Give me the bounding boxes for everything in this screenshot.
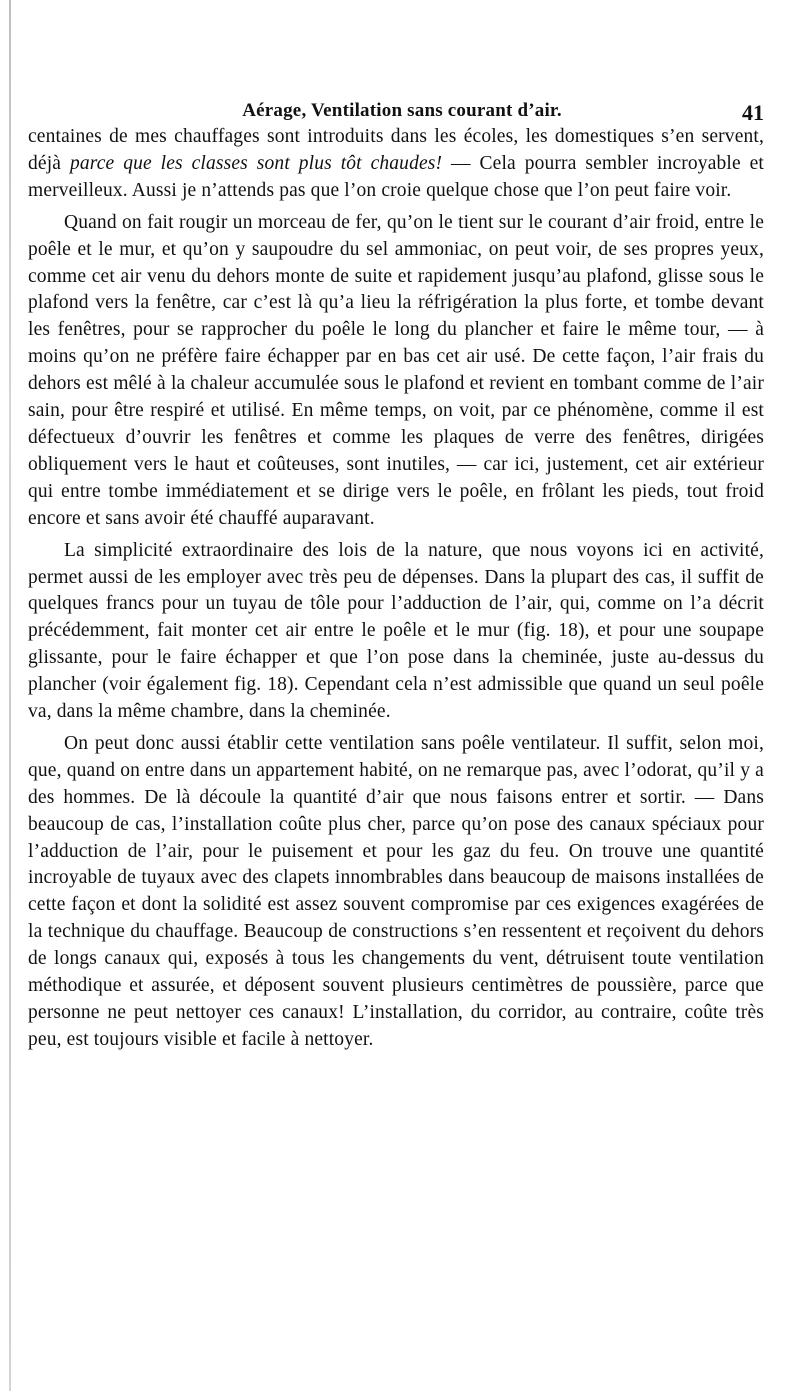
paragraph-1-text-start: centaines de mes chauffages sont introduits dans les écoles, les domestiques s’en servent, déjà	[28, 126, 764, 174]
paragraph-1	[28, 124, 764, 205]
binding-gutter-shadow	[9, 0, 11, 1391]
paragraph-4: On peut donc aussi établir cette ventilation sans poêle ventilateur. Il suffit, selon moi, que, quand on entre dans un appartement habité, on ne remarque pas, avec l’odorat, qu’il y a des hommes. De là découle la quantité d’air que nous faisons entrer et sortir. — Dans beaucoup de cas, l’installation coûte plus cher, parce qu’on pose des canaux spéciaux pour l’adduction de l’air, pour le puisement et pour les gaz du feu. On trouve une quantité incroyable de tuyaux avec des clapets innombrables dans beaucoup de maisons installées de cette façon et dont la solidité est assez souvent compromise par ces exigences exagérées de la technique du chauffage. Beaucoup de constructions s’en ressentent et reçoivent du dehors de longs canaux qui, exposés à tous les changements du vent, détruisent toute ventilation méthodique et assurée, et déposent souvent plusieurs centimètres de poussière, parce que personne ne peut nettoyer ces canaux! L’installation, du corridor, au contraire, coûte très peu, est toujours visible et facile à nettoyer.	[28, 732, 764, 1050]
body-text	[28, 124, 764, 1054]
paragraph-2: Quand on fait rougir un morceau de fer, qu’on le tient sur le courant d’air froid, entre le poêle et le mur, et qu’on y saupoudre du sel ammoniac, on peut voir, de ses propres yeux, comme cet air venu du dehors monte de suite et rapidement jusqu’au plafond, glisse sous le plafond vers la fenêtre, car c’est là qu’a lieu la réfrigération la plus forte, et tombe devant les fenêtres, pour se rapprocher du poêle le long du plancher et faire le même tour, — à moins qu’on ne préfère faire échapper par en bas cet air usé. De cette façon, l’air frais du dehors est mêlé à la chaleur accumulée sous le plafond et revient en tombant comme de l’air sain, pour être respiré et utilisé. En même temps, on voit, par ce phénomène, comme il est défectueux d’ouvrir les fenêtres et comme les plaques de verre des fenêtres, dirigées obliquement vers le haut et coûteuses, sont inutiles, — car ici, justement, cet air extérieur qui entre tombe immédiatement et se dirige vers le poêle, en frôlant les pieds, tout froid encore et sans avoir été chauffé auparavant.	[28, 211, 764, 529]
paragraph-3: La simplicité extraordinaire des lois de la nature, que nous voyons ici en activité, permet aussi de les employer avec très peu de dépenses. Dans la plupart des cas, il suffit de quelques francs pour un tuyau de tôle pour l’adduction de l’air, qui, comme on l’a décrit précédemment, fait monter cet air entre le poêle et le mur (fig. 18), et pour une soupape glissante, pour le faire échapper et que l’on pose dans la cheminée, juste au-dessus du plancher (voir également fig. 18). Cependant cela n’est admissible que quand un seul poêle va, dans la même chambre, dans la cheminée.	[28, 539, 764, 723]
running-header	[40, 100, 764, 124]
page-number: 41	[742, 100, 764, 125]
paragraph-1-emphasis: parce que les classes sont plus tôt chaudes!	[69, 152, 443, 174]
running-title: Aérage, Ventilation sans courant d’air.	[242, 100, 562, 121]
paragraph-1-text-end: — Cela pourra sembler incroyable et merveilleux. Aussi je n’attends pas que l’on croie quelque chose que l’on peut faire voir.	[28, 152, 764, 201]
